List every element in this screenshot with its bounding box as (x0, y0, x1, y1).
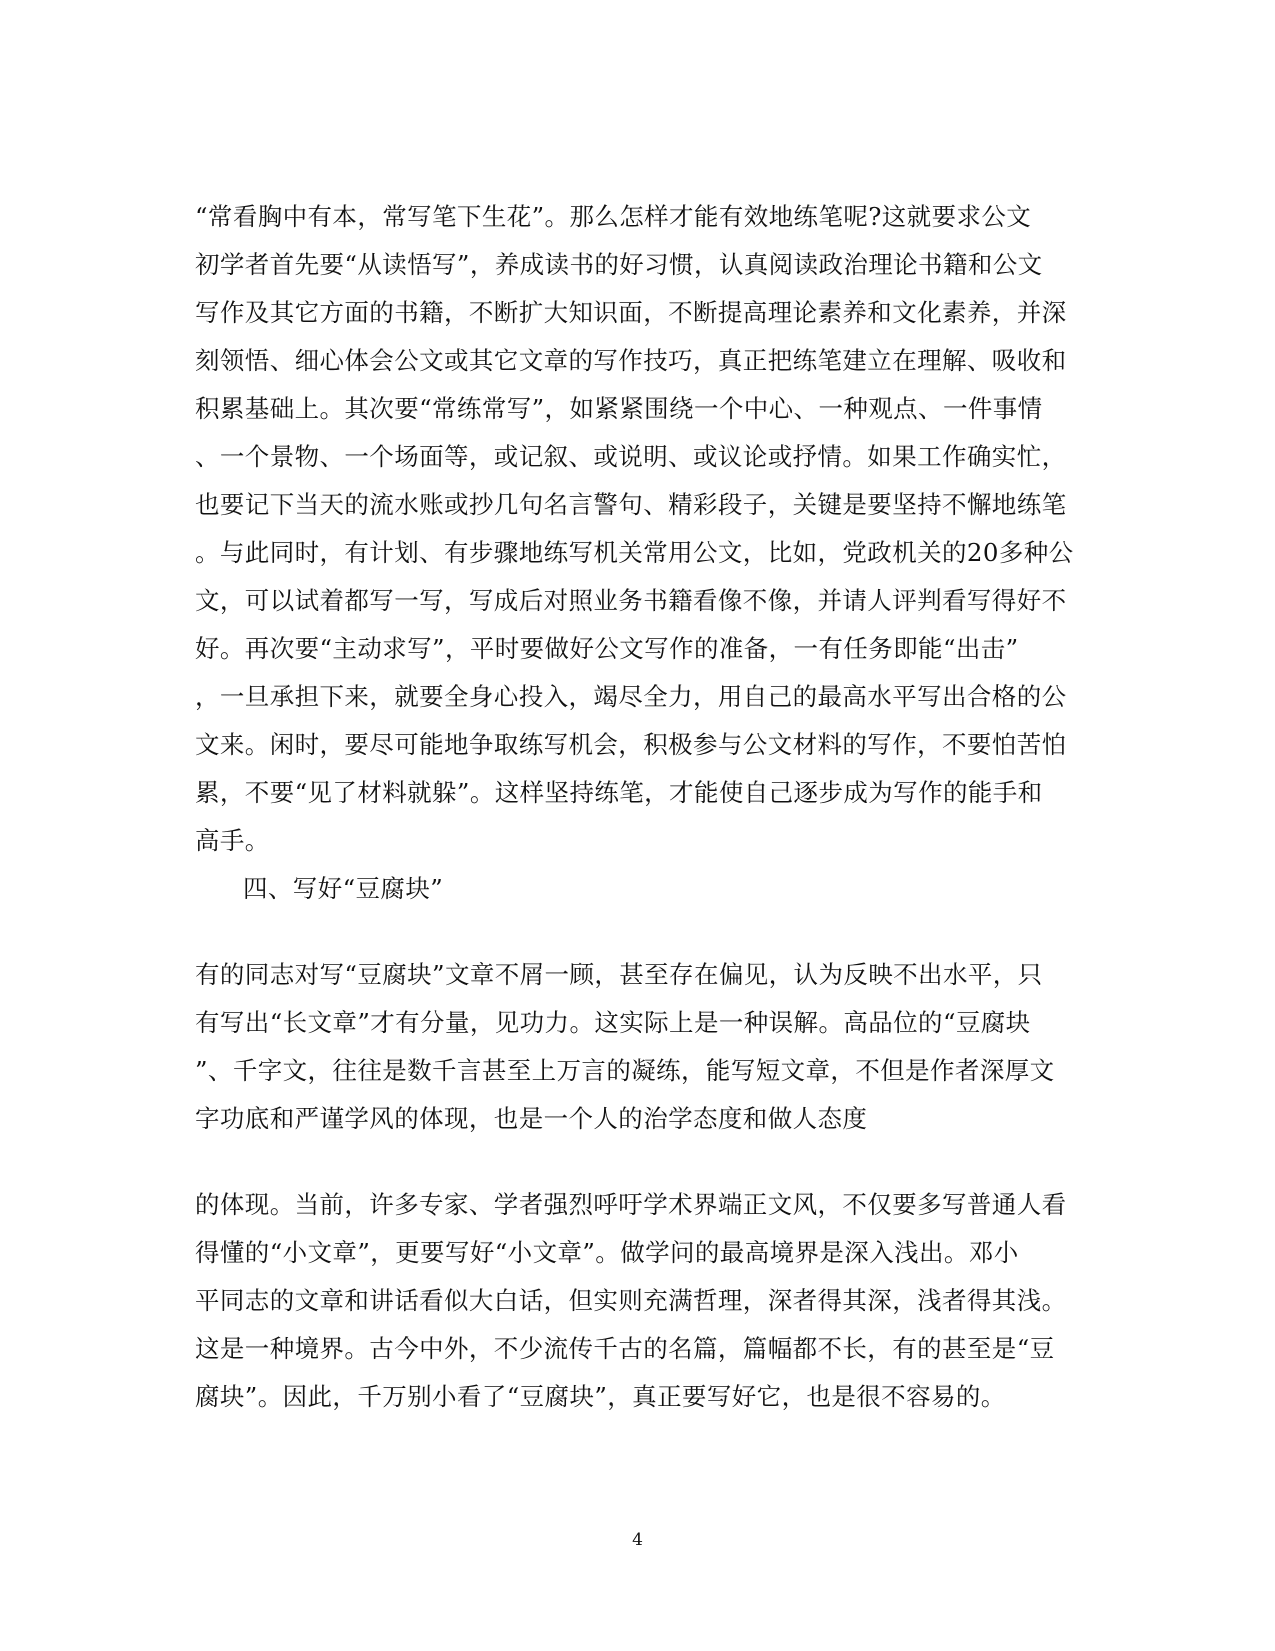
text-line: “常看胸中有本，常写笔下生花”。那么怎样才能有效地练笔呢?这就要求公文 (195, 202, 1032, 231)
text-line: 积累基础上。其次要“常练常写”，如紧紧围绕一个中心、一种观点、一件事情 (195, 394, 1043, 423)
text-line: 平同志的文章和讲话看似大白话，但实则充满哲理，深者得其深，浅者得其浅。 (195, 1286, 1067, 1315)
text-line: 也要记下当天的流水账或抄几句名言警句、精彩段子，关键是要坚持不懈地练笔 (195, 490, 1067, 519)
text-line: 有的同志对写“豆腐块”文章不屑一顾，甚至存在偏见，认为反映不出水平，只 (195, 960, 1043, 989)
text-line: 累，不要“见了材料就躲”。这样坚持练笔，才能使自己逐步成为写作的能手和 (195, 778, 1043, 807)
text-line: 字功底和严谨学风的体现，也是一个人的治学态度和做人态度 (195, 1104, 868, 1133)
text-line: 的体现。当前，许多专家、学者强烈呼吁学术界端正文风，不仅要多写普通人看 (195, 1190, 1067, 1219)
text-line: 得懂的“小文章”，更要写好“小文章”。做学问的最高境界是深入浅出。邓小 (195, 1238, 1019, 1267)
text-line: ”、千字文，往往是数千言甚至上万言的凝练，能写短文章，不但是作者深厚文 (195, 1056, 1055, 1085)
text-line: 这是一种境界。古今中外，不少流传千古的名篇，篇幅都不长，有的甚至是“豆 (195, 1334, 1055, 1363)
text-line: 文来。闲时，要尽可能地争取练写机会，积极参与公文材料的写作，不要怕苦怕 (195, 730, 1067, 759)
text-line: ，一旦承担下来，就要全身心投入，竭尽全力，用自己的最高水平写出合格的公 (195, 682, 1067, 711)
text-line: 、一个景物、一个场面等，或记叙、或说明、或议论或抒情。如果工作确实忙， (195, 442, 1067, 471)
text-line: 刻领悟、细心体会公文或其它文章的写作技巧，真正把练笔建立在理解、吸收和 (195, 346, 1067, 375)
text-line: 好。再次要“主动求写”，平时要做好公文写作的准备，一有任务即能“出击” (195, 634, 1019, 663)
section-heading: 四、写好“豆腐块” (243, 874, 444, 903)
text-line: 文，可以试着都写一写，写成后对照业务书籍看像不像，并请人评判看写得好不 (195, 586, 1067, 615)
text-line: 写作及其它方面的书籍，不断扩大知识面，不断提高理论素养和文化素养，并深 (195, 298, 1067, 327)
text-line: 。与此同时，有计划、有步骤地练写机关常用公文，比如，党政机关的20多种公 (195, 538, 1074, 567)
text-line: 初学者首先要“从读悟写”，养成读书的好习惯，认真阅读政治理论书籍和公文 (195, 250, 1043, 279)
text-line: 腐块”。因此，千万别小看了“豆腐块”，真正要写好它，也是很不容易的。 (195, 1382, 1006, 1411)
page-number: 4 (632, 1530, 643, 1550)
text-line: 高手。 (195, 826, 270, 855)
text-line: 有写出“长文章”才有分量，见功力。这实际上是一种误解。高品位的“豆腐块 (195, 1008, 1031, 1037)
